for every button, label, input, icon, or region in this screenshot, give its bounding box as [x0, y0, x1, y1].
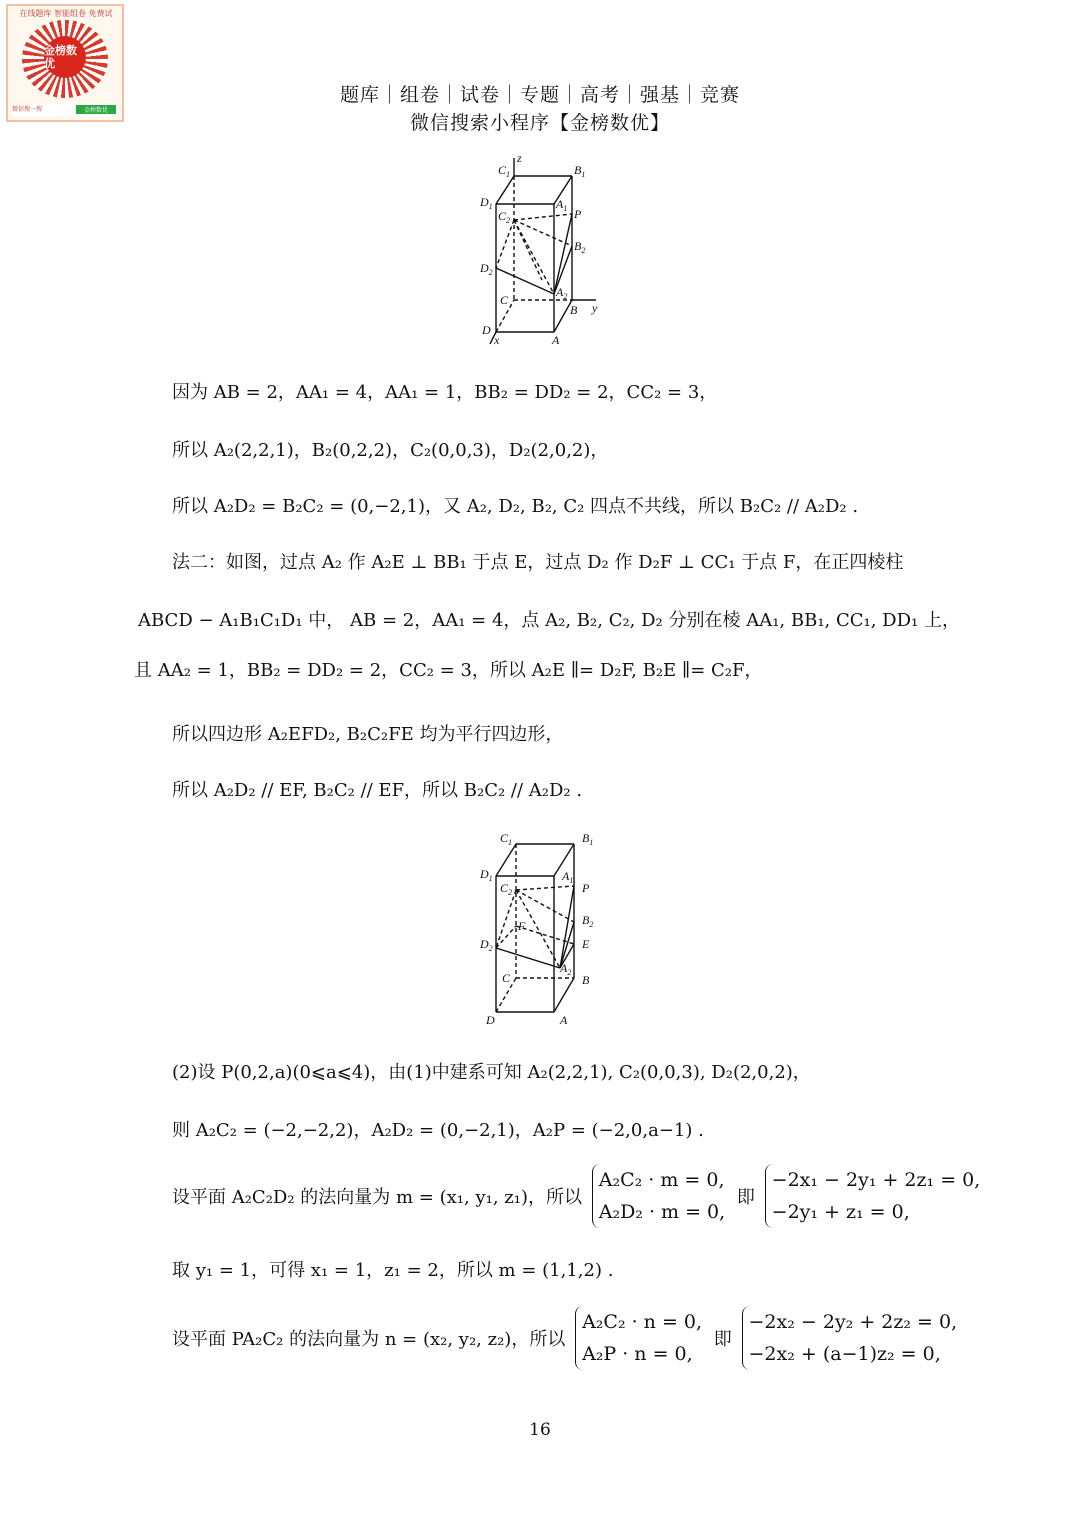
page-number: 16 [529, 1420, 551, 1440]
normal-n-intro: 设平面 PA₂C₂ 的法向量为 n = (x₂, y₂, z₂)，所以 [172, 1329, 566, 1350]
fig1-label-D2: $D_2$ [480, 261, 493, 277]
fig2-label-F: F [518, 919, 526, 933]
header-subtitle: 微信搜索小程序【金榜数优】 [409, 112, 670, 134]
line-normal-n [172, 1306, 957, 1370]
fig2-label-D: D [486, 1013, 495, 1027]
system-n-eq1: A₂C₂ · n = 0, [582, 1311, 703, 1333]
fig1-label-C1: $C_1$ [498, 163, 511, 179]
line-part2-setup: (2)设 P(0,2,a)(0⩽a⩽4)，由(1)中建系可知 A₂(2,2,1), C₂(0,0,3), D₂(2,0,2)， [172, 1062, 811, 1083]
system-n-conditions [575, 1306, 702, 1370]
fig2-label-D1: $D_1$ [480, 867, 493, 883]
figure-1-prism-with-axes [470, 150, 610, 350]
system-m-conditions [592, 1164, 725, 1228]
fig1-label-D: D [482, 323, 491, 337]
fig2-label-P: P [582, 881, 590, 895]
line-m-result: 取 y₁ = 1，可得 x₁ = 1，z₁ = 2，所以 m = (1,1,2) . [172, 1260, 614, 1281]
system-m-expanded [765, 1164, 981, 1228]
fig1-label-P: P [574, 207, 582, 221]
normal-n-ie: 即 [713, 1329, 732, 1350]
fig2-label-B2: $B_2$ [582, 913, 594, 929]
system-m-exp2: −2y₁ + z₁ = 0, [771, 1201, 910, 1223]
fig1-label-C: C [500, 293, 509, 307]
fig1-label-A1: $A_1$ [556, 197, 568, 213]
line-part2-vectors: 则 A₂C₂ = (−2,−2,2)，A₂D₂ = (0,−2,1)，A₂P = (−2,0,a−1) . [172, 1120, 704, 1141]
logo-bottom-text: 微信搜一搜 [12, 106, 43, 113]
line-vector-parallel: 所以 A₂D₂ = B₂C₂ = (0,−2,1)，又 A₂, D₂, B₂, C₂ 四点不共线，所以 B₂C₂ // A₂D₂ . [172, 496, 859, 517]
system-m-eq1: A₂C₂ · m = 0, [598, 1169, 725, 1191]
system-m-exp1: −2x₁ − 2y₁ + 2z₁ = 0, [771, 1169, 981, 1191]
line-normal-m [172, 1164, 980, 1228]
fig1-label-y: y [592, 301, 598, 315]
system-n-exp2: −2x₂ + (a−1)z₂ = 0, [748, 1343, 941, 1365]
line-parallel-equal: 且 AA₂ = 1，BB₂ = DD₂ = 2，CC₂ = 3，所以 A₂E ∥= D₂F, B₂E ∥= C₂F， [134, 660, 763, 681]
fig1-label-A: A [552, 333, 560, 347]
fig2-label-B: B [582, 973, 590, 987]
fig2-label-B1: $B_1$ [582, 831, 594, 847]
fig2-label-A: A [560, 1013, 568, 1027]
line-parallelograms: 所以四边形 A₂EFD₂, B₂C₂FE 均为平行四边形， [172, 724, 564, 745]
logo-bottom-badge: 金榜数优 [76, 105, 116, 114]
normal-m-ie: 即 [736, 1187, 755, 1208]
logo-top-text: 在线题库 智能组卷 免费试 [19, 9, 113, 18]
figure-2-prism [470, 826, 610, 1032]
logo-center-text: 金榜数优 [44, 44, 77, 70]
fig1-label-x: x [494, 333, 500, 347]
fig2-label-D2: $D_2$ [480, 937, 493, 953]
fig1-label-B1: $B_1$ [574, 163, 586, 179]
system-m-eq2: A₂D₂ · m = 0, [598, 1201, 726, 1223]
fig2-label-E: E [582, 937, 590, 951]
fig1-label-A2: $A_2$ [556, 285, 568, 301]
logo-center [44, 36, 86, 78]
fig1-label-B: B [570, 303, 578, 317]
fig1-label-z: z [517, 151, 522, 165]
line-given-values: 因为 AB = 2，AA₁ = 4，AA₁ = 1，BB₂ = DD₂ = 2，CC₂ = 3， [172, 382, 718, 403]
normal-m-intro: 设平面 A₂C₂D₂ 的法向量为 m = (x₁, y₁, z₁)，所以 [172, 1187, 582, 1208]
line-coordinates: 所以 A₂(2,2,1)，B₂(0,2,2)，C₂(0,0,3)，D₂(2,0,2)， [172, 440, 609, 461]
system-n-exp1: −2x₂ − 2y₂ + 2z₂ = 0, [748, 1311, 958, 1333]
fig2-label-A2: $A_2$ [560, 961, 572, 977]
header-nav: 题库｜组卷｜试卷｜专题｜高考｜强基｜竞赛 [339, 84, 740, 106]
fig2-label-C2: $C_2$ [500, 881, 513, 897]
fig2-label-C: C [502, 971, 511, 985]
system-n-expanded [742, 1306, 958, 1370]
fig1-label-D1: $D_1$ [480, 195, 493, 211]
system-n-eq2: A₂P · n = 0, [582, 1343, 693, 1365]
fig2-label-C1: $C_1$ [500, 831, 513, 847]
fig1-label-C2: $C_2$ [498, 209, 511, 225]
line-conclusion: 所以 A₂D₂ // EF, B₂C₂ // EF，所以 B₂C₂ // A₂D₂ . [172, 780, 583, 801]
fig1-label-B2: $B_2$ [574, 239, 586, 255]
fig2-label-A1: $A_1$ [562, 869, 574, 885]
line-prism-setup: ABCD − A₁B₁C₁D₁ 中， AB = 2，AA₁ = 4，点 A₂, B₂, C₂, D₂ 分别在棱 AA₁, BB₁, CC₁, DD₁ 上， [138, 610, 960, 631]
line-method-two: 法二：如图，过点 A₂ 作 A₂E ⊥ BB₁ 于点 E，过点 D₂ 作 D₂F ⊥ CC₁ 于点 F，在正四棱柱 [172, 552, 904, 573]
